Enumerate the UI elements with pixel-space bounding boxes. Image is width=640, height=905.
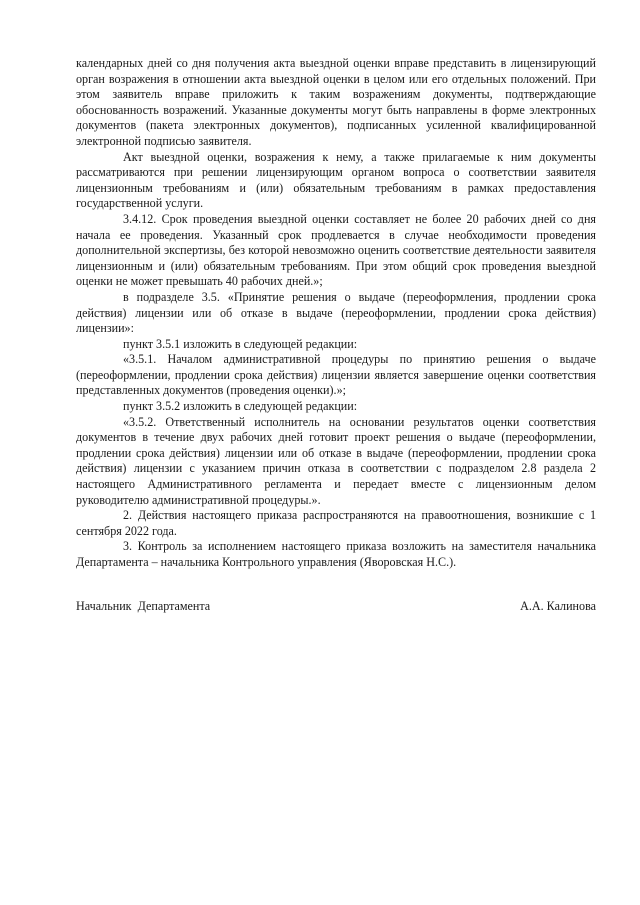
paragraph-3-4-12: 3.4.12. Срок проведения выездной оценки составляет не более 20 рабочих дней со дня начала ее проведения. Указанный срок продлевается в случае необходимости проведения дополнительной экспертизы, без которой невозможно оценить соответствие деятельности заявителя лицензионным и (или) обязательным требованиям. При этом общий срок проведения выездной оценки не может превышать 40 рабочих дней.»; xyxy=(76,211,596,289)
paragraph-objections: календарных дней со дня получения акта выездной оценки вправе представить в лицензирующий орган возражения в отношении акта выездной оценки в целом или его отдельных положений. При этом заявитель вправе приложить к таким возражениям документы, подтверждающие обоснованность возражений. Указанные документы могут быть направлены в форме электронных документов (пакета электронных документов), подписанных усиленной квалифицированной электронной подписью заявителя. xyxy=(76,56,596,148)
paragraph-clause-2: 2. Действия настоящего приказа распространяются на правоотношения, возникшие с 1 сентября 2022 года. xyxy=(76,508,596,538)
paragraph-clause-3: 3. Контроль за исполнением настоящего приказа возложить на заместителя начальника Департамента – начальника Контрольного управления (Яворовская Н.С.). xyxy=(76,539,596,569)
signatory-name: А.А. Калинова xyxy=(520,599,596,613)
document-body xyxy=(76,56,596,571)
paragraph-subsection-3-5: в подразделе 3.5. «Принятие решения о выдаче (переоформления, продлении срока действия) лицензии или об отказе в выдаче (переоформлении, продлении срока действия) лицензии»: xyxy=(76,289,596,336)
paragraph-item-3-5-2-intro: пункт 3.5.2 изложить в следующей редакции: xyxy=(123,399,358,414)
paragraph-3-5-2: «3.5.2. Ответственный исполнитель на основании результатов оценки соответствия документов в течение двух рабочих дней готовит проект решения о выдаче (переоформлении, продлении срока действия) лицензии или об отказе в выдаче (переоформлении, продлении срока действия) лицензии с указанием причин отказа в соответствии с подразделом 2.8 раздела 2 настоящего Административного регламента и передает вместе с лицензионным делом руководителю административной процедуры.». xyxy=(76,414,596,507)
signatory-position: Начальник Департамента xyxy=(76,599,211,613)
signature-block xyxy=(76,599,596,615)
paragraph-item-3-5-1-intro: пункт 3.5.1 изложить в следующей редакции: xyxy=(123,336,358,351)
paragraph-3-5-1: «3.5.1. Началом административной процедуры по принятию решения о выдаче (переоформлении, продлении срока действия) лицензии является завершение оценки соответствия представленных документов (проведения оценки).»; xyxy=(76,352,596,398)
paragraph-act-review: Акт выездной оценки, возражения к нему, а также прилагаемые к ним документы рассматриваются при решении лицензирующим органом вопроса о соответствии заявителя лицензионным требованиям и (или) обязательным требованиям в рамках предоставления государственной услуги. xyxy=(76,149,596,211)
